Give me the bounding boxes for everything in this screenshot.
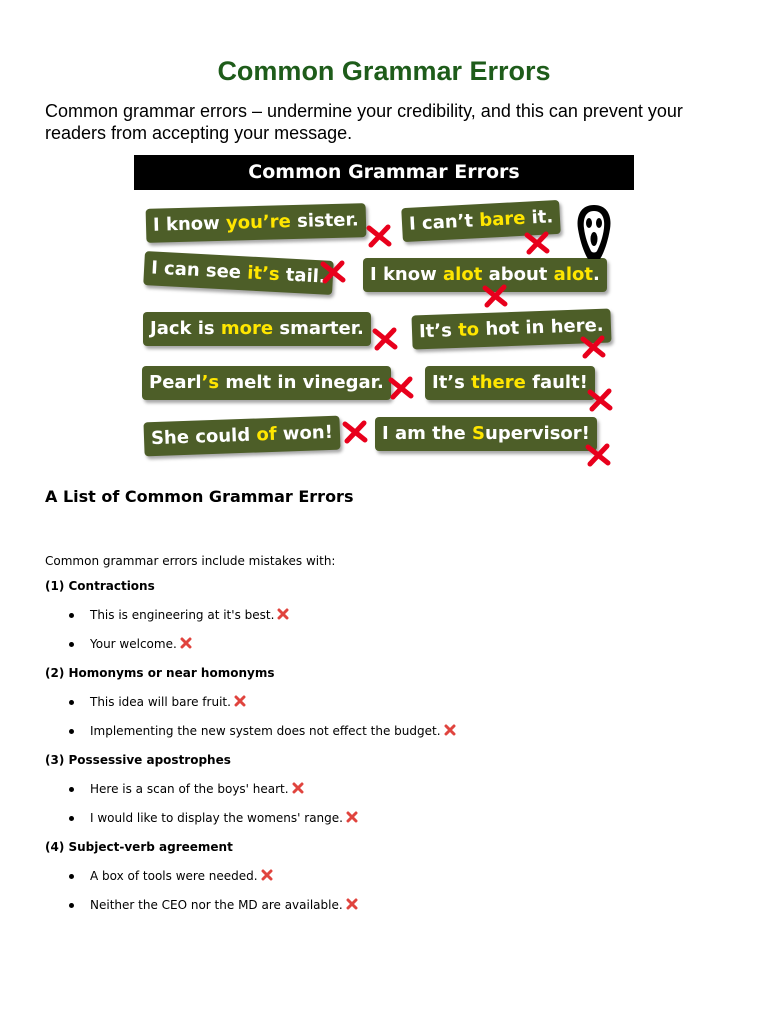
red-x-icon [372, 326, 398, 352]
pill-text: Jack is [150, 318, 221, 339]
bullet-dot [69, 642, 74, 647]
pill-text: won! [276, 421, 334, 445]
example-sentence: This is engineering at it's best. [90, 608, 275, 622]
pill-text: fault! [525, 372, 588, 393]
red-x-icon [261, 869, 273, 881]
example-sentence: I would like to display the womens' range. [90, 811, 343, 825]
red-x-icon [587, 387, 613, 413]
highlighted-error-word: there [471, 372, 526, 393]
pill-text: It’s [418, 319, 459, 343]
example-sentence: This idea will bare fruit. [90, 695, 231, 709]
red-x-icon [277, 608, 289, 620]
group-heading: (4) Subject-verb agreement [45, 840, 233, 854]
highlighted-error-word: ’s [201, 372, 220, 393]
group-heading: (2) Homonyms or near homonyms [45, 666, 275, 680]
list-item [45, 775, 745, 804]
red-x-icon [346, 811, 358, 823]
red-x-icon [482, 283, 508, 309]
scream-mask-icon [572, 203, 616, 261]
bullet-dot [69, 787, 74, 792]
red-x-icon [585, 442, 611, 468]
red-x-icon [234, 695, 246, 707]
group-heading: (1) Contractions [45, 579, 155, 593]
highlighted-error-word: S [472, 423, 485, 444]
red-x-icon [180, 637, 192, 649]
bullet-dot [69, 816, 74, 821]
bullet-dot [69, 903, 74, 908]
red-x-icon [580, 334, 606, 360]
highlighted-error-word: alot [553, 264, 593, 285]
error-pill [142, 366, 391, 400]
example-sentence: Neither the CEO nor the MD are available. [90, 898, 343, 912]
pill-text: I am the [382, 423, 473, 444]
error-pill [425, 366, 595, 400]
pill-text: She could [150, 424, 257, 450]
highlighted-error-word: it’s [246, 262, 281, 286]
intro-paragraph: Common grammar errors – undermine your credibility, and this can prevent your readers from accepting your message. [45, 101, 683, 143]
bullet-dot [69, 700, 74, 705]
pill-text: . [592, 264, 600, 285]
bullet-list [45, 862, 745, 920]
bullet-list [45, 601, 745, 659]
pill-text: sister. [290, 209, 359, 233]
pill-text: I can’t [408, 210, 480, 235]
pill-text: it. [524, 206, 554, 229]
list-item [45, 717, 745, 746]
pill-text: I know [152, 212, 227, 236]
bullet-list [45, 688, 745, 746]
bullet-dot [69, 874, 74, 879]
pill-text: It’s [432, 372, 472, 393]
error-pill [375, 417, 597, 451]
highlighted-error-word: of [256, 423, 277, 446]
red-x-icon [366, 223, 392, 249]
pill-text: upervisor! [485, 423, 590, 444]
pill-text: hot in here. [478, 314, 604, 341]
highlighted-error-word: more [220, 318, 274, 339]
list-item [45, 862, 745, 891]
highlighted-error-word: to [457, 319, 480, 341]
pill-text: about [482, 264, 554, 285]
page-title: Common Grammar Errors [217, 56, 551, 86]
highlighted-error-word: alot [443, 264, 483, 285]
red-x-icon [524, 230, 550, 256]
error-pill [143, 416, 340, 457]
list-item [45, 601, 745, 630]
pill-text: I can see [150, 257, 248, 284]
red-x-icon [292, 782, 304, 794]
example-sentence: Here is a scan of the boys' heart. [90, 782, 289, 796]
bullet-dot [69, 613, 74, 618]
list-item [45, 804, 745, 833]
pill-text: I know [370, 264, 444, 285]
bullet-dot [69, 729, 74, 734]
list-item [45, 630, 745, 659]
infographic-header: Common Grammar Errors [134, 155, 634, 190]
pill-text: melt in vinegar. [219, 372, 384, 393]
pill-text: Pearl [149, 372, 202, 393]
group-heading: (3) Possessive apostrophes [45, 753, 231, 767]
section-title: A List of Common Grammar Errors [45, 487, 354, 506]
pill-text: smarter. [273, 318, 364, 339]
list-item [45, 688, 745, 717]
red-x-icon [342, 419, 368, 445]
list-item [45, 891, 745, 920]
example-sentence: A box of tools were needed. [90, 869, 258, 883]
highlighted-error-word: you’re [225, 211, 292, 234]
red-x-icon [388, 375, 414, 401]
grammar-errors-infographic [134, 155, 634, 467]
error-pill [143, 312, 371, 346]
bullet-list [45, 775, 745, 833]
error-pill [146, 203, 367, 243]
pill-text: tail. [279, 264, 327, 288]
error-list [45, 550, 745, 920]
red-x-icon [346, 898, 358, 910]
example-sentence: Implementing the new system does not effect the budget. [90, 724, 441, 738]
error-pill [143, 251, 333, 295]
red-x-icon [444, 724, 456, 736]
red-x-icon [320, 259, 346, 285]
highlighted-error-word: bare [478, 207, 526, 232]
example-sentence: Your welcome. [90, 637, 177, 651]
list-lead: Common grammar errors include mistakes with: [45, 554, 336, 568]
